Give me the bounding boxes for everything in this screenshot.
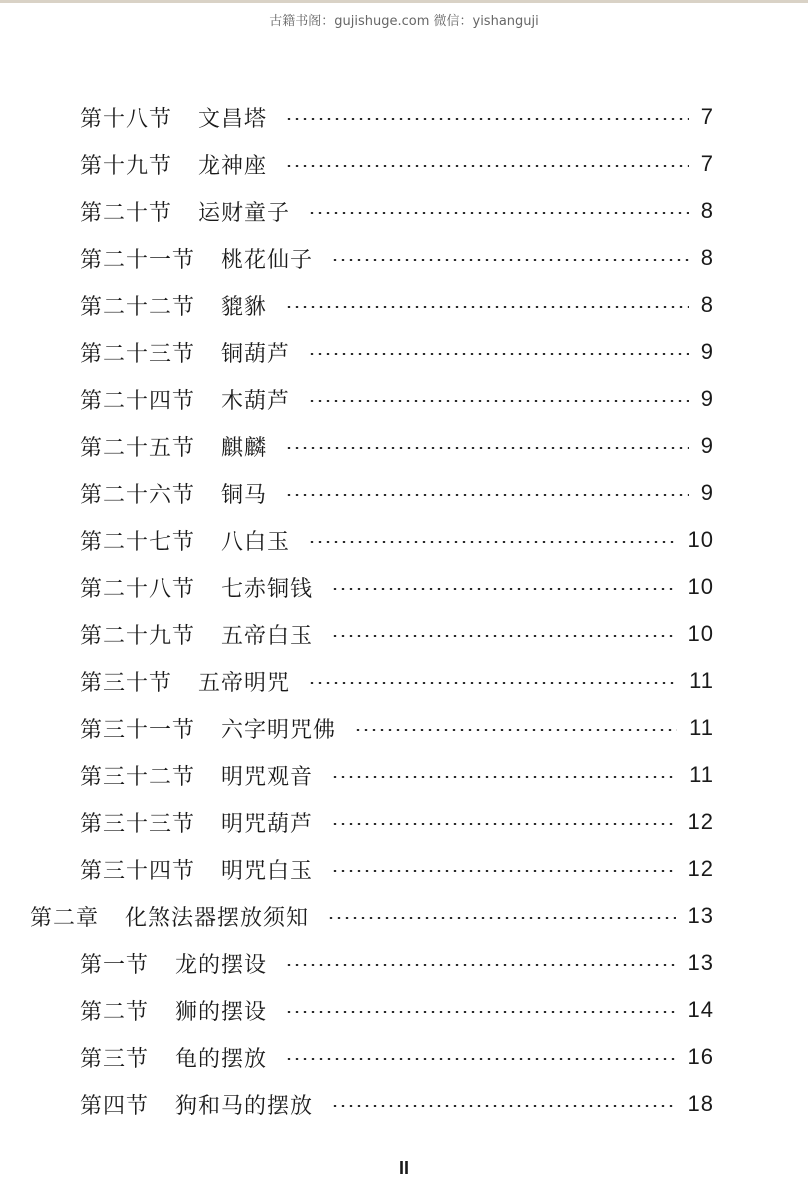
toc-entry-title: 六字明咒佛 [221,717,337,743]
toc-section-entry [80,473,714,513]
toc-entry-title: 木葫芦 [221,388,291,414]
toc-entry-label [80,995,267,1026]
toc-entry-page: 8 [700,292,714,317]
watermark: 古籍书阁：gujishuge.com 微信：yishanguji [269,14,539,29]
toc-entry-number: 第二十九节 [80,623,196,649]
toc-entry-number: 第十八节 [80,106,173,132]
toc-entry-page: 9 [700,480,714,505]
toc-entry-label [80,760,313,791]
dot-leader [285,494,689,496]
toc-entry-title: 明咒白玉 [221,858,314,884]
dot-leader [285,306,689,308]
dot-leader [308,212,689,214]
toc-entry-title: 狗和马的摆放 [175,1093,314,1119]
dot-leader [327,917,675,919]
toc-entry-title: 桃花仙子 [221,247,314,273]
toc-section-entry [80,708,714,748]
toc-entry-label [80,854,313,885]
toc-entry-label [80,666,290,697]
toc-entry-page: 7 [700,104,714,129]
toc-entry-page: 12 [687,809,714,834]
dot-leader [331,776,677,778]
toc-entry-label [80,1042,267,1073]
toc-section-entry [80,520,714,560]
toc-entry-page: 9 [700,433,714,458]
toc-entry-page: 11 [689,668,714,693]
toc-entry-number: 第三十四节 [80,858,196,884]
dot-leader [308,682,677,684]
toc-section-entry [80,567,714,607]
toc-entry-title: 运财童子 [198,200,291,226]
toc-section-entry [80,191,714,231]
toc-entry-number: 第二十八节 [80,576,196,602]
toc-entry-number: 第一节 [80,952,150,978]
toc-entry-number: 第三节 [80,1046,150,1072]
toc-section-entry [80,285,714,325]
toc-section-entry [80,379,714,419]
toc-entry-page: 7 [700,151,714,176]
toc-entry-label [80,713,336,744]
dot-leader [285,165,689,167]
toc-entry-number: 第二十七节 [80,529,196,555]
dot-leader [285,964,675,966]
toc-entry-number: 第四节 [80,1093,150,1119]
toc-entry-page: 13 [687,903,714,928]
toc-entry-number: 第三十节 [80,670,173,696]
dot-leader [285,1058,675,1060]
dot-leader [331,1105,675,1107]
toc-entry-number: 第二节 [80,999,150,1025]
dot-leader [331,870,675,872]
toc-entry-page: 10 [687,621,714,646]
toc-entry-page: 10 [687,527,714,552]
toc-section-entry [80,802,714,842]
toc-entry-number: 第二十五节 [80,435,196,461]
toc-section-entry [80,755,714,795]
toc-entry-title: 五帝白玉 [221,623,314,649]
toc-entry-page: 8 [700,245,714,270]
toc-entry-title: 麒麟 [221,435,268,461]
toc-entry-title: 铜马 [221,482,268,508]
toc-entry-label [80,431,267,462]
toc-entry-label [80,196,290,227]
toc-entry-page: 12 [687,856,714,881]
toc-section-entry [80,849,714,889]
toc-entry-page: 8 [700,198,714,223]
toc-section-entry [80,990,714,1030]
toc-section-entry [80,943,714,983]
top-rule [0,0,808,3]
toc-entry-label [80,337,290,368]
toc-section-entry [80,661,714,701]
page-number: II [398,1158,409,1178]
toc-entry-number: 第三十二节 [80,764,196,790]
dot-leader [308,353,689,355]
toc-entry-page: 10 [687,574,714,599]
toc-section-entry [80,144,714,184]
toc-entry-label [80,102,267,133]
toc-entry-page: 11 [689,762,714,787]
dot-leader [285,118,689,120]
toc-section-entry [80,97,714,137]
toc-entry-label [80,290,267,321]
toc-entry-title: 龙的摆设 [175,952,268,978]
toc-entry-title: 明咒葫芦 [221,811,314,837]
toc-entry-title: 七赤铜钱 [221,576,314,602]
toc-entry-page: 9 [700,339,714,364]
toc-entry-label [80,149,267,180]
toc-entry-title: 铜葫芦 [221,341,291,367]
toc-entry-label [80,807,313,838]
toc-entry-number: 第二十一节 [80,247,196,273]
toc-section-entry [80,426,714,466]
toc-entry-page: 9 [700,386,714,411]
toc-entry-number: 第二章 [30,905,100,931]
toc-entry-number: 第二十节 [80,200,173,226]
toc-entry-title: 五帝明咒 [198,670,291,696]
dot-leader [285,1011,675,1013]
dot-leader [285,447,689,449]
toc-entry-number: 第二十三节 [80,341,196,367]
dot-leader [354,729,677,731]
toc-entry-title: 貔貅 [221,294,268,320]
toc-entry-title: 化煞法器摆放须知 [125,905,310,931]
toc-entry-label [80,948,267,979]
dot-leader [331,259,689,261]
toc-chapter-entry [30,896,714,936]
dot-leader [308,541,675,543]
toc-entry-number: 第二十二节 [80,294,196,320]
toc-section-entry [80,614,714,654]
toc-entry-number: 第二十六节 [80,482,196,508]
toc-entry-number: 第二十四节 [80,388,196,414]
toc-entry-title: 狮的摆设 [175,999,268,1025]
toc-entry-number: 第十九节 [80,153,173,179]
toc-entry-page: 11 [689,715,714,740]
toc-entry-label [80,619,313,650]
toc-entry-number: 第三十一节 [80,717,196,743]
toc-entry-title: 龙神座 [198,153,268,179]
toc-entry-page: 13 [687,950,714,975]
toc-entry-label [80,478,267,509]
toc-entry-label [80,243,313,274]
toc-entry-label [80,525,290,556]
toc-entry-page: 14 [687,997,714,1022]
toc-entry-title: 龟的摆放 [175,1046,268,1072]
toc-entry-title: 明咒观音 [221,764,314,790]
toc-entry-title: 八白玉 [221,529,291,555]
toc-section-entry [80,1084,714,1124]
toc-entry-page: 18 [687,1091,714,1116]
dot-leader [331,588,675,590]
toc-entry-label [80,572,313,603]
toc-entry-page: 16 [687,1044,714,1069]
toc-section-entry [80,332,714,372]
dot-leader [331,823,675,825]
toc-entry-number: 第三十三节 [80,811,196,837]
toc-entry-label [80,384,290,415]
toc-section-entry [80,1037,714,1077]
toc-entry-title: 文昌塔 [198,106,268,132]
dot-leader [331,635,675,637]
toc-entry-label [80,1089,313,1120]
dot-leader [308,400,689,402]
toc-section-entry [80,238,714,278]
toc-entry-label [30,901,309,932]
